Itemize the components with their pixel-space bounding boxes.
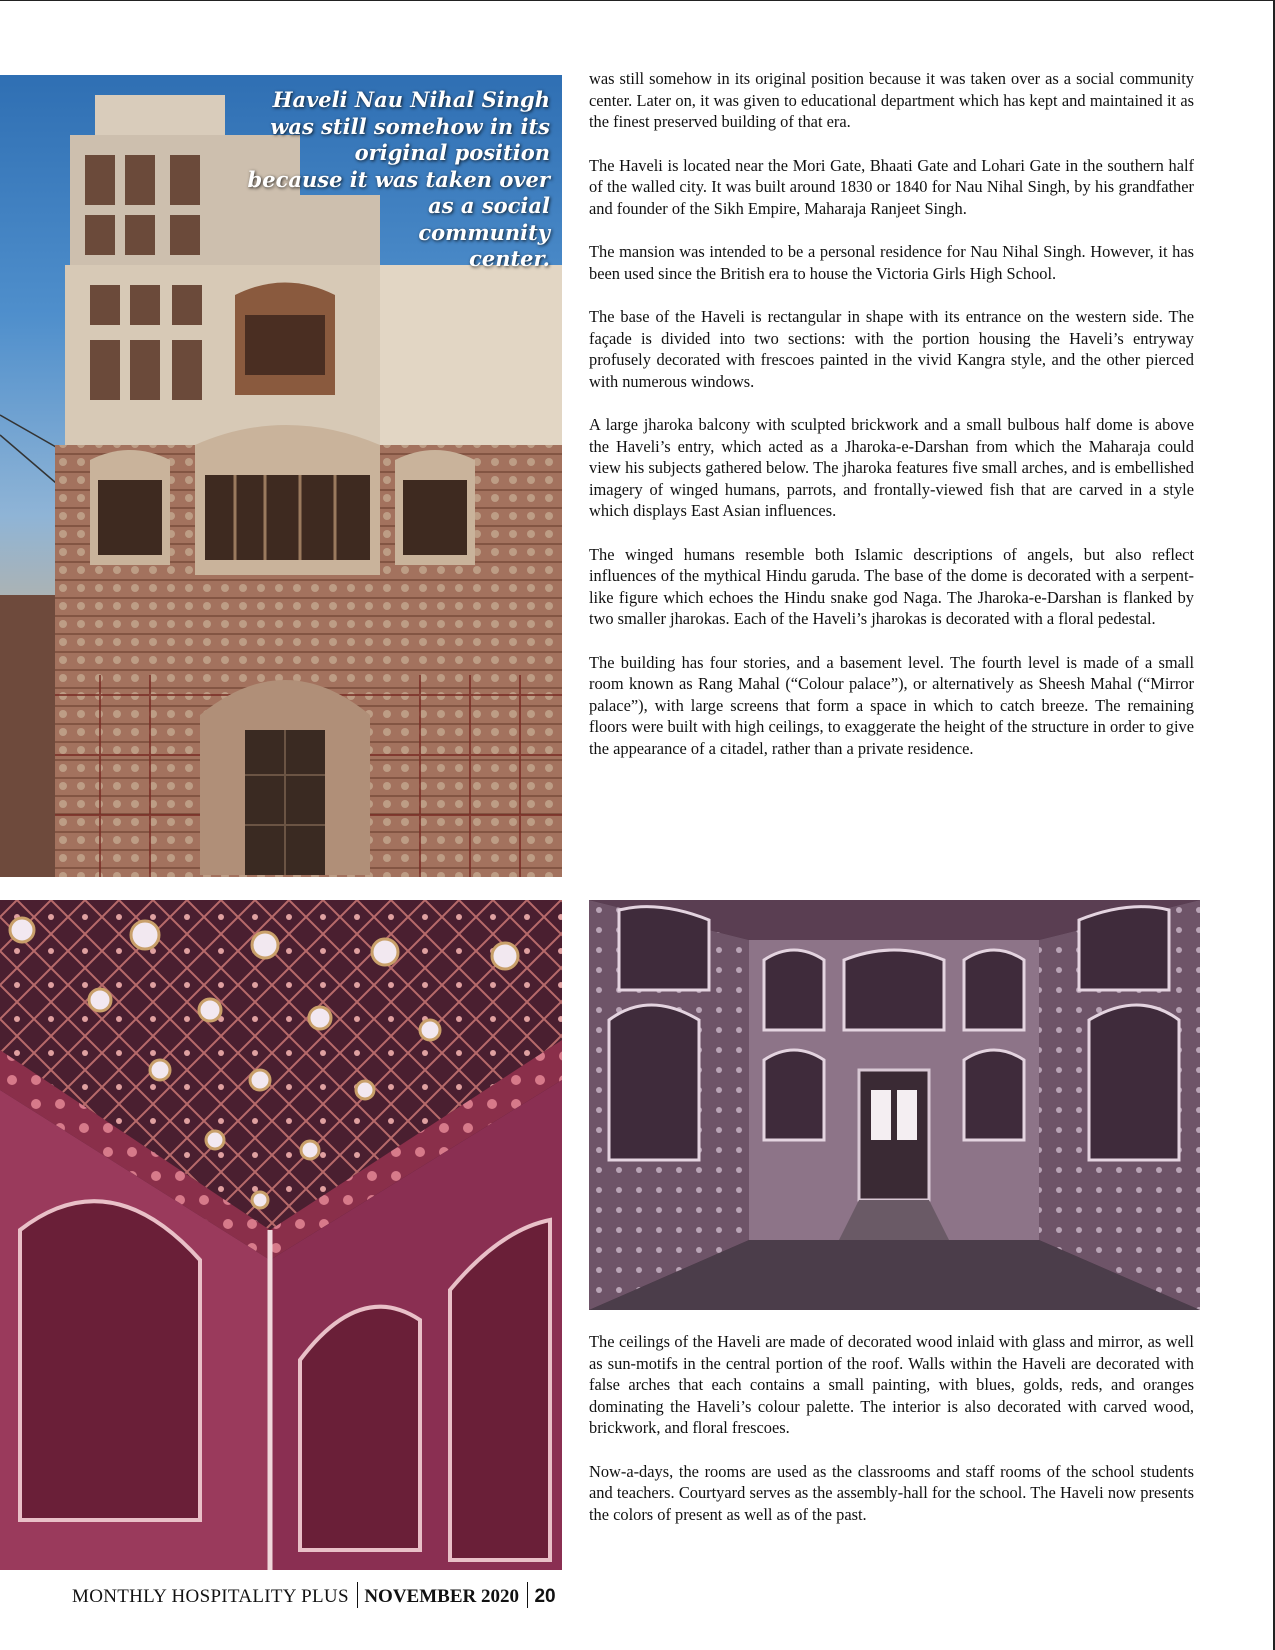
paragraph: The ceilings of the Haveli are made of decorated wood inlaid with glass and mirror, as well as sun-motifs in the central portion of the roof. Walls within the Haveli are decorated with false arches that each contains a small painting, with blues, golds, reds, and oranges dominating the Haveli’s colour palette. The interior is also decorated with carved wood, brickwork, and floral frescoes.	[589, 1332, 1194, 1437]
paragraph: Now-a-days, the rooms are used as the classrooms and staff rooms of the school students and teachers. Courtyard serves as the assembly-hall for the school. The Haveli now presents the colors of present as well as of the past.	[589, 1461, 1194, 1524]
top-rule	[0, 0, 1275, 1]
paragraph: The winged humans resemble both Islamic descriptions of angels, but also reflect influences of the mythical Hindu garuda. The base of the dome is decorated with a serpent-like figure which echoes the Hindu snake god Naga. The Jharoka-e-Darshan is flanked by two smaller jharokas. Each of the Haveli’s jharokas is decorated with a floral pedestal.	[589, 544, 1194, 628]
publication-name: MONTHLY HOSPITALITY PLUS	[72, 1586, 349, 1607]
paragraph: The base of the Haveli is rectangular in shape with its entrance on the western side. The façade is divided into two sections: with the portion housing the Haveli’s entryway profusely decorated with frescoes painted in the vivid Kangra style, and the other pierced with numerous windows.	[589, 307, 1194, 391]
paragraph: A large jharoka balcony with sculpted brickwork and a small bulbous half dome is above the Haveli’s entry, which acted as a Jharoka-e-Darshan from which the Maharaja could view his subjects gathered below. The jharoka features five small arches, and is embellished imagery of winged humans, parrots, and frontally-viewed fish that are carved in a style which displays East Asian influences.	[589, 415, 1194, 520]
haveli-facade-photo	[0, 75, 562, 877]
article-column-top	[589, 68, 1194, 781]
footer-divider	[357, 1582, 359, 1608]
article-column-bottom	[589, 1331, 1194, 1547]
footer-divider	[527, 1582, 529, 1608]
paragraph: The building has four stories, and a basement level. The fourth level is made of a small room known as Rang Mahal (“Colour palace”), or alternatively as Sheesh Mahal (“Mirror palace”), with large screens that form a space in which to catch breeze. The remaining floors were built with high ceilings, to exaggerate the height of the structure in order to give the appearance of a citadel, rather than a private residence.	[589, 652, 1194, 758]
paragraph: was still somehow in its original position because it was taken over as a social community center. Later on, it was given to educational department which has kept and maintained it as the finest preserved building of that era.	[589, 69, 1194, 131]
photo-caption: Haveli Nau Nihal Singh was still somehow in its original position because it was taken over as a social community center.	[247, 87, 550, 271]
paragraph: The mansion was intended to be a personal residence for Nau Nihal Singh. However, it has been used since the British era to house the Victoria Girls High School.	[589, 242, 1194, 283]
paragraph: The Haveli is located near the Mori Gate, Bhaati Gate and Lohari Gate in the southern half of the walled city. It was built around 1830 or 1840 for Nau Nihal Singh, by his grandfather and founder of the Sikh Empire, Maharaja Ranjeet Singh.	[589, 155, 1194, 218]
ceiling-photo	[0, 900, 562, 1570]
interior-room-photo	[589, 900, 1200, 1310]
page-number: 20	[534, 1586, 556, 1607]
page-footer	[72, 1582, 556, 1608]
issue-date: NOVEMBER 2020	[364, 1586, 519, 1607]
